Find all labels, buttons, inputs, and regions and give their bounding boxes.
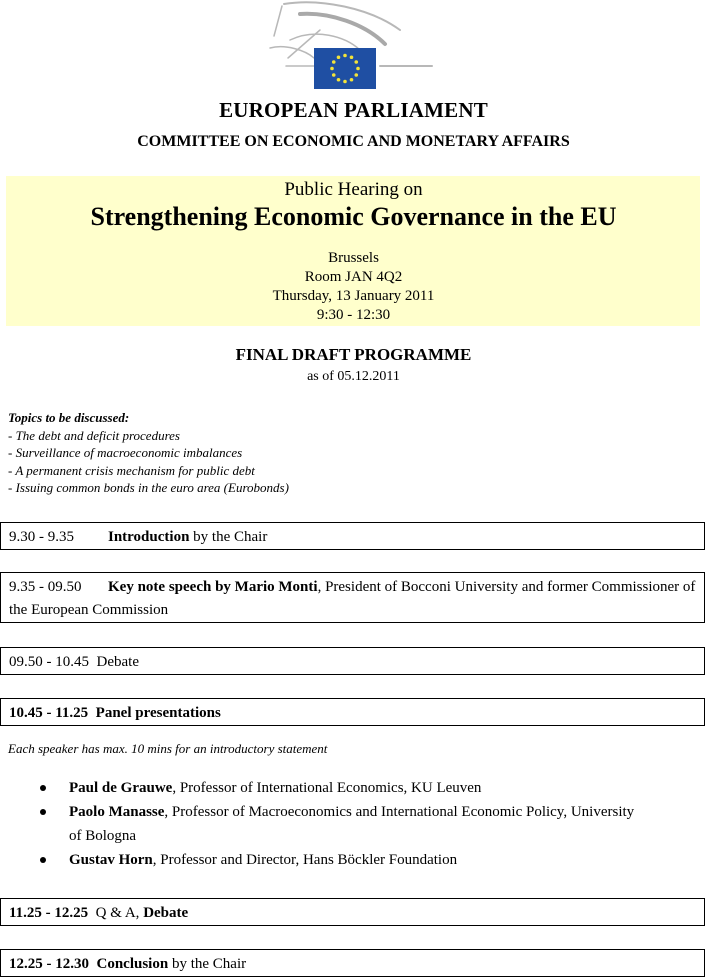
bullet-icon: [40, 809, 46, 815]
speaker-role: , Professor of International Economics, KU Leuven: [172, 780, 482, 796]
schedule-slot: [0, 898, 705, 926]
slot-title: Conclusion: [96, 956, 169, 972]
topic-item: - Surveillance of macroeconomic imbalances: [8, 445, 243, 460]
organization-title: EUROPEAN PARLIAMENT: [219, 98, 488, 122]
european-parliament-logo-icon: [260, 0, 450, 95]
speaker-list: [0, 776, 707, 872]
flag-star-icon: [350, 55, 354, 59]
speaker-item: [0, 800, 649, 848]
schedule-slot: [0, 647, 705, 675]
schedule-slot: [0, 698, 705, 726]
speaker-note: Each speaker has max. 10 mins for an introductory statement: [8, 741, 328, 756]
slot-detail: by the Chair: [189, 529, 268, 545]
slot-title: Panel presentations: [95, 705, 221, 721]
flag-star-icon: [337, 55, 341, 59]
topics-list: [8, 409, 289, 497]
hearing-date: Thursday, 13 January 2011: [272, 288, 435, 304]
programme-date: as of 05.12.2011: [307, 369, 400, 384]
slot-time: 11.25 - 12.25: [9, 905, 89, 921]
slot-time: 10.45 - 11.25: [9, 705, 89, 721]
speaker-item: [0, 848, 649, 872]
flag-star-icon: [337, 78, 341, 82]
hearing-city: Brussels: [328, 250, 379, 266]
programme-title: FINAL DRAFT PROGRAMME: [235, 345, 472, 364]
slot-title: Key note speech by Mario Monti: [108, 579, 318, 595]
hearing-time: 9:30 - 12:30: [316, 307, 391, 323]
slot-title: Debate: [143, 905, 189, 921]
flag-star-icon: [343, 54, 347, 58]
speaker-name: Gustav Horn: [69, 852, 153, 868]
flag-star-icon: [343, 80, 347, 84]
speaker-role: , Professor and Director, Hans Böckler Foundation: [152, 852, 458, 868]
hemicycle-logo-icon: [260, 0, 450, 95]
topics-heading: Topics to be discussed:: [8, 410, 130, 425]
flag-star-icon: [354, 60, 358, 64]
speaker-item: [0, 776, 649, 800]
flag-star-icon: [330, 67, 334, 71]
schedule-slot: [0, 572, 705, 623]
hearing-pre-title: Public Hearing on: [284, 179, 423, 200]
slot-time: 9.30 - 9.35: [9, 529, 74, 545]
slot-detail: , President of Bocconi University and former Commissioner of the European Commission: [9, 579, 696, 618]
speaker-name: Paolo Manasse: [69, 804, 165, 820]
hearing-room: Room JAN 4Q2: [304, 269, 403, 285]
slot-time: 9.35 - 09.50: [9, 579, 82, 595]
topic-item: - A permanent crisis mechanism for public debt: [8, 462, 255, 478]
committee-title: COMMITTEE ON ECONOMIC AND MONETARY AFFAIRS: [137, 133, 570, 150]
slot-time: 12.25 - 12.30: [9, 956, 89, 972]
schedule-slot: [0, 522, 705, 550]
schedule-slot: [0, 949, 705, 977]
speaker-name: Paul de Grauwe: [69, 780, 173, 796]
flag-star-icon: [332, 60, 336, 64]
flag-star-icon: [356, 67, 360, 71]
flag-star-icon: [350, 78, 354, 82]
hearing-title: Strengthening Economic Governance in the EU: [90, 202, 617, 231]
bullet-icon: [40, 785, 46, 791]
bullet-icon: [40, 857, 46, 863]
slot-qa: Q & A,: [95, 905, 144, 921]
eu-flag-icon: [314, 48, 376, 89]
slot-detail: by the Chair: [168, 956, 247, 972]
slot-time: 09.50 - 10.45: [9, 654, 89, 670]
topic-item: - The debt and deficit procedures: [8, 427, 180, 443]
speaker-role: , Professor of Macroeconomics and International Economic Policy, University of Bologna: [69, 804, 635, 844]
slot-title: Debate: [96, 654, 139, 670]
slot-title: Introduction: [108, 529, 190, 545]
flag-star-icon: [354, 73, 358, 77]
flag-star-icon: [332, 73, 336, 77]
topic-item: - Issuing common bonds in the euro area (Eurobonds): [8, 480, 289, 495]
